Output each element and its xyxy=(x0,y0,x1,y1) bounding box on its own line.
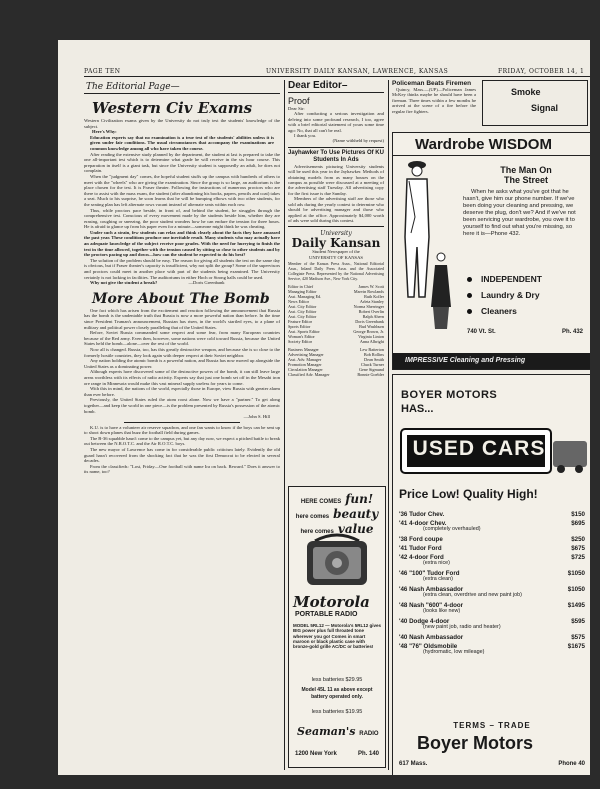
dealer-address: 1200 New York xyxy=(295,751,337,757)
letter-withheld: (Name withheld by request) xyxy=(332,138,384,144)
boyer-headline1: BOYER MOTORS xyxy=(401,389,498,401)
boyer-terms: TERMS – TRADE xyxy=(453,721,531,730)
car-listing xyxy=(399,554,585,564)
staff-name: Arleta Stanley xyxy=(359,299,384,305)
kansan-masthead xyxy=(288,230,384,260)
car-name: '40 Dodge 4-door xyxy=(399,618,450,625)
smoke-signal-box xyxy=(482,80,588,126)
man-on-street-title xyxy=(467,165,585,185)
masthead-name: Daily Kansan xyxy=(291,236,381,251)
car-name: '38 Ford coupe xyxy=(399,536,443,543)
issue-date: FRIDAY, OCTOBER 14, 1 xyxy=(498,68,585,75)
staff-role: Promotion Manager xyxy=(288,362,322,368)
car-price: $1050 xyxy=(567,570,585,577)
bomb-p2: Before, Soviet Russia commanded some respect and some fear, from many European countries because of the Red army. Even then, however, some nations were cold toward Russia, because the United States held the bomb—alone—over the rest of the world. xyxy=(84,330,280,347)
wardrobe-banner xyxy=(393,353,590,369)
wardrobe-copy: When he asks what you've got that he hasn't, give him our phone number. If we've been doing your cleaning and pressing, we deserve the plug, don't we? And if we've not been servicing your wardrobe, you owe it to yourself to find out what you're missing, so here it is—Phone 432. xyxy=(463,189,576,237)
car-note: (extra nice) xyxy=(423,560,450,566)
car-note: (new paint job, radio and heater) xyxy=(423,624,501,630)
smoke-signal-line1: Smoke xyxy=(511,87,541,97)
wardrobe-business3: Cleaners xyxy=(481,306,517,316)
staff-name: Ralph Ahern xyxy=(362,314,384,320)
car-name: '36 Tudor Chev. xyxy=(399,511,445,518)
motorola-brand: Motorola xyxy=(293,593,370,611)
car-price: $150 xyxy=(571,511,585,518)
car-name: '41 Tudor Ford xyxy=(399,545,442,552)
staff-name: George Brown, Jr. xyxy=(353,329,384,335)
policeman-headline: Policeman Beats Firemen xyxy=(392,80,472,87)
motorola-headline xyxy=(289,493,385,538)
bomb-headline: More About The Bomb xyxy=(92,290,270,307)
staff-list xyxy=(288,284,384,377)
car-name: '46 "100" Tudor Ford xyxy=(399,570,460,577)
paper-name: UNIVERSITY DAILY KANSAN, LAWRENCE, KANSAS xyxy=(266,68,449,75)
staff-role: Editor in Chief xyxy=(288,284,314,290)
car-price: $1675 xyxy=(567,643,585,650)
letter-body: After conducting a serious investigation and delving into some profound research, I too, agree with a brief editorial statement of yours some time ago: No, that all can't be real. xyxy=(288,111,384,133)
car-price: $1050 xyxy=(567,586,585,593)
western-civ-close-text: Why not give the student a break? xyxy=(90,280,158,286)
dealer-name: Seaman's xyxy=(297,725,356,738)
motorola-line1a: HERE COMES xyxy=(300,499,342,505)
bomb-p7: Previously, the United States ruled the atom roost alone. Now we have a "partner." To get along together—and keep the world in one piece—is the problem presented by Russia's possession of the atomic bomb. xyxy=(84,397,280,414)
staff-name: Robert Overlin xyxy=(358,309,384,315)
wardrobe-address: 740 Vt. St. xyxy=(467,329,496,335)
car-note: (looks like new) xyxy=(423,608,461,614)
motorola-copy: MODEL 5RL12 — Motorola's 5RL12 gives BIG power plus full throated tone wherever you go! Comes in smart maroon or black plastic case with bronze-gold grille AC/DC or batteries! xyxy=(293,623,382,650)
car-price: $695 xyxy=(571,520,585,527)
car-note: (extra clean) xyxy=(423,576,453,582)
staff-role: Advertising Manager xyxy=(288,352,324,358)
car-note: (completely overhauled) xyxy=(423,526,481,532)
motorola-price1: less batteries $29.95 xyxy=(311,677,363,683)
man-title-line2: The Street xyxy=(503,175,548,185)
staff-role: Business Manager xyxy=(288,347,319,353)
car-listing xyxy=(399,602,585,612)
staff-name: Dean Smith xyxy=(364,357,384,363)
car-price: $675 xyxy=(571,545,585,552)
car-price: $595 xyxy=(571,618,585,625)
car-listing xyxy=(399,520,585,530)
staff-name: Bud Washburn xyxy=(359,324,384,330)
policeman-story xyxy=(392,80,476,114)
ku-p3: The new mayor of Lawrence has come in for considerable public criticism lately. Evidently the old guard hasn't recovered from the shocking fact that he was the first Democrat to be elected in several decades. xyxy=(84,447,280,464)
bomb-p1: One fact which has arisen from the excitement and reaction following the announcement that Russia has the bomb is the undeniable truth that Russia is now a more powerful nation than before. In the time since President Truman's announcement, Russian has risen, in the world's startled eyes, to a plane of military and political power closely paralleling that of the United States. xyxy=(84,307,280,330)
staff-name: Lew Batterton xyxy=(359,347,384,353)
car-price: $725 xyxy=(571,554,585,561)
masthead-university-name: UNIVERSITY OF KANSAS xyxy=(309,254,363,260)
boyer-address: 617 Mass. xyxy=(399,761,428,767)
bomb-p6: With this in mind, the nations of the world, especially those in Europe, view Russia with greater alarm than ever before. xyxy=(84,386,280,397)
car-name: '40 Nash Ambassador xyxy=(399,634,464,641)
staff-role: Classified Adv. Manager xyxy=(288,372,330,378)
boyer-slogan: Price Low! Quality High! xyxy=(399,487,538,501)
staff-role: Asst. City Editor xyxy=(288,304,317,310)
boyer-motors-ad xyxy=(392,374,590,775)
ku-p1: K.U. is to have a volunteer air reserve squadron, and one fan wants to know if the boys can be sent up to shoot down planes that buzz the football field during games. xyxy=(84,424,280,436)
staff-role: Asst. City Editor xyxy=(288,314,317,320)
car-note: (extra clean, overdrive and new paint job) xyxy=(423,592,522,598)
jayhawker-headline: Jayhawker To Use Pictures Of KU Students In Ads xyxy=(288,149,384,163)
car-price: $250 xyxy=(571,536,585,543)
staff-role: Society Editor xyxy=(288,339,313,345)
motorola-line2a: here comes xyxy=(295,514,330,520)
motorola-ad xyxy=(288,486,386,768)
policeman-body: Quincy, Mass.—(UP)—Policeman James McKey thinks maybe he should have been a fireman. Three times within a few months he arrived at the scene of a fire before the regular fire fighters. xyxy=(392,87,476,114)
car-price: $1495 xyxy=(567,602,585,609)
staff-role: Woman's Editor xyxy=(288,334,315,340)
staff-name: Gene Sigmund xyxy=(358,367,384,373)
western-civ-close xyxy=(84,280,280,286)
staff-role: Feature Editor xyxy=(288,319,313,325)
wardrobe-banner-text: IMPRESSIVE Cleaning and Pressing xyxy=(405,357,526,364)
staff-name: Virginia Linton xyxy=(358,334,384,340)
dealer-suffix: RADIO xyxy=(359,731,379,737)
jayhawker-p1: Advertisements picturing University students will be used this year in the Jayhawker. Methods of obtaining models from as many houses on the campus as possible were discussed at a meeting of the advertising staff Tuesday. All advertising copy for the first issue is due Sunday. xyxy=(288,163,384,196)
motorola-product: PORTABLE RADIO xyxy=(295,611,358,618)
boyer-headline2: HAS... xyxy=(401,403,434,415)
jayhawker-p2: Members of the advertising staff are those who sold ads during the yearly contest to determine who should be advertising manager and those who applied at the office. Approximately $4,000 worth of ads were sold during this contest. xyxy=(288,196,384,223)
middle-column xyxy=(288,80,384,377)
western-civ-signature: —Doris Greenbank xyxy=(188,280,225,286)
western-civ-p2: When the "judgment day" comes, the hopeful student stuffs up the campus with hundreds of others to meet with the "wheels" who are giving the examination. Since the group is so large, an auditorium is the place chosen for the test. It is Fraser theater. Following the instructions of numerous proctors who are there to assist with the mass exam, the student (after abandoning his books, papers, pencils and coat) takes a seat. Much to his surprise, he soon learns that he will be bumping elbows with two other students, for the seating plan has left alternate rows vacant instead of alternate seats within each row. xyxy=(84,173,280,207)
staff-role: Circulation Manager xyxy=(288,367,323,373)
western-civ-p4: Under such a strain, few students can relax and think clearly about the facts they have amassed the past year. These conditions produce one inevitable result. Many students who may actually have an adequate knowledge of the subject receive poor grades. With the need for hurrying to finish the test in the time allowed, together with the tension caused by sitting so close to other students and by the proctors pacing up and down—how can the student be expected to do his best? xyxy=(84,229,280,258)
masthead-student-paper: Student Newspaper of the xyxy=(312,249,360,255)
wardrobe-business2: Laundry & Dry xyxy=(481,290,540,300)
staff-name: Bob Rollins xyxy=(363,352,384,358)
motorola-line2b: beauty xyxy=(333,507,379,521)
car-list xyxy=(399,511,585,711)
wardrobe-ad xyxy=(392,132,590,370)
staff-role: Asst. City Editor xyxy=(288,309,317,315)
bomb-signature: —John S. Hill xyxy=(243,414,270,420)
bomb-p4: Any nation holding the atomic bomb is a powerful nation, and Russia has now moved up alongside the United States as a dominating power. xyxy=(84,358,280,369)
western-civ-lead: Education experts say that no examination is a true test of the students' abilities unless it is given under fair conditions. The usual circumstances that accompany the examinations are common knowledge among all who have taken the course. xyxy=(90,134,274,151)
boyer-phone: Phone 40 xyxy=(558,761,585,767)
motorola-price2: less batteries $19.95 xyxy=(311,709,363,715)
proof-title: Proof xyxy=(288,96,310,106)
staff-name: Marvin Rowlands xyxy=(353,289,384,295)
staff-name: Chuck Turner xyxy=(360,362,384,368)
bomb-p5: Although experts have discovered some of the destructive powers of the bomb, it can still leave large areas worthless with its effects of radio activity. Experts say that just one bomb set off in the Mesabi iron ore range in Minnesota would make this vast mineral supply useless for years to come. xyxy=(84,369,280,386)
staff-role: Asst. Sports Editor xyxy=(288,329,320,335)
bomb-p3: Now all is changed. Russia, too, has this greatly destructive weapon, and because she is so close to the formerly hostile countries, they look again with deeper respect at their Soviet neighbor. xyxy=(84,346,280,358)
western-civ-p5: The solution of the problem should be easy. The reason for giving all students the test on the same day is obvious, but if Fraser theater's capacity is insufficient, why not split the group? Some of the supervisors and proctors could meet in another place with part of the students being examined. The University certainly is not lacking in facilities. The auditoriums in either Hoch or Strong halls could be used. xyxy=(84,257,280,280)
used-cars-text: USED CARS xyxy=(412,437,546,460)
masthead-university: University xyxy=(320,230,352,238)
car-listing xyxy=(399,570,585,580)
car-note: (hydromatic, low mileage) xyxy=(423,649,485,655)
car-listing xyxy=(399,586,585,596)
radio-illustration xyxy=(301,533,373,589)
car-name: '42 4-door Ford xyxy=(399,554,444,561)
motorola-model-copy: Model 45L 11 as above except battery operated only. xyxy=(301,687,373,700)
western-civ-intro: Western Civilization exams given by the University do not truly test the students' knowledge of the subject. xyxy=(84,118,280,129)
ku-p2: The B-36 squabble hasn't come to the campus yet, but any day now, we expect a pitched battle to break out between the N.R.O.T.C. and the Air R.O.T.C. boys. xyxy=(84,435,280,447)
dear-editor-title: Dear Editor– xyxy=(288,80,384,93)
staff-role: Asst. Managing Ed. xyxy=(288,294,322,300)
motorola-line3a: here comes xyxy=(300,529,334,535)
staff-row xyxy=(288,372,384,377)
page-number: PAGE TEN xyxy=(84,68,121,75)
ku-p4: From the classifieds: "Lost, Friday—One football with name Ira on back. Reward." Does it answer to its name, too? xyxy=(84,463,280,475)
staff-name: Norma Sherringer xyxy=(353,304,384,310)
staff-role: News Editor xyxy=(288,299,310,305)
car-name: '41 4-door Chev. xyxy=(399,520,447,527)
western-civ-p1: After reading the extensive study planned by the department, the student at last is prepared to take the one all-important test which is to determine what grade he will receive in the six hour course. This preparation in itself is a giant task, but since the University student is supposedly an adult, he does not complain. xyxy=(84,151,280,174)
letter-salutation: Dear Sir: xyxy=(288,106,305,111)
heres-why: Here's Why: xyxy=(92,129,117,135)
car-listing xyxy=(399,618,585,628)
staff-role: Sports Editor xyxy=(288,324,311,330)
man-title-line1: The Man On xyxy=(500,165,552,175)
motorola-line3b: value xyxy=(337,522,374,536)
car-name: '48 Nash "600" 4-door xyxy=(399,602,464,609)
staff-name: Bonnie Goebler xyxy=(357,372,384,378)
staff-name: Anna Albright xyxy=(359,339,384,345)
car-listing xyxy=(399,643,585,653)
staff-name: Doris Greenbank xyxy=(355,319,384,325)
dealer-phone: Ph. 140 xyxy=(357,751,379,757)
boyer-name: Boyer Motors xyxy=(417,733,534,753)
editorial-column xyxy=(84,80,280,475)
staff-role: Asst. Adv. Manager xyxy=(288,357,322,363)
car-name: '46 Nash Ambassador xyxy=(399,586,464,593)
section-title: The Editorial Page— xyxy=(84,80,280,94)
staff-row xyxy=(288,339,384,344)
wardrobe-title: Wardrobe WISDOM xyxy=(415,136,552,153)
car-name: '48 "76" Oldsmobile xyxy=(399,643,458,650)
masthead-membership: Member of the Kansas Press Assn., National Editorial Assn., Inland Daily Press Assn. and the Associated Collegiate Press. Represented by the National Advertising Service, 420 Madison Ave., New York City. xyxy=(288,261,384,281)
newspaper-page xyxy=(58,40,590,775)
western-civ-headline: Western Civ Exams xyxy=(92,99,253,117)
motorola-line1b: fun! xyxy=(345,492,374,506)
smoke-signal-line2: Signal xyxy=(531,103,559,113)
staff-name: James W. Scott xyxy=(358,284,384,290)
man-woman-illustration xyxy=(397,157,457,337)
staff-role: Managing Editor xyxy=(288,289,317,295)
wardrobe-business1: INDEPENDENT xyxy=(481,274,542,284)
dealer-logo xyxy=(297,725,379,738)
letter-thanks: I thank you. xyxy=(294,133,317,139)
staff-name: Ruth Koller xyxy=(364,294,384,300)
western-civ-p3: Thus, while proctors pace beside, in front of, and behind the student, he struggles through the comprehensive test. Conscious of every movement made by the students beside him, whether they are erasing, coughing or sneezing, the poor student wonders how he can endure the tension for three hours. He is afraid to glance up from his paper even for a minute—someone might think he was cheating. xyxy=(84,207,280,230)
wardrobe-phone: Ph. 432 xyxy=(561,329,583,335)
car-price: $575 xyxy=(571,634,585,641)
